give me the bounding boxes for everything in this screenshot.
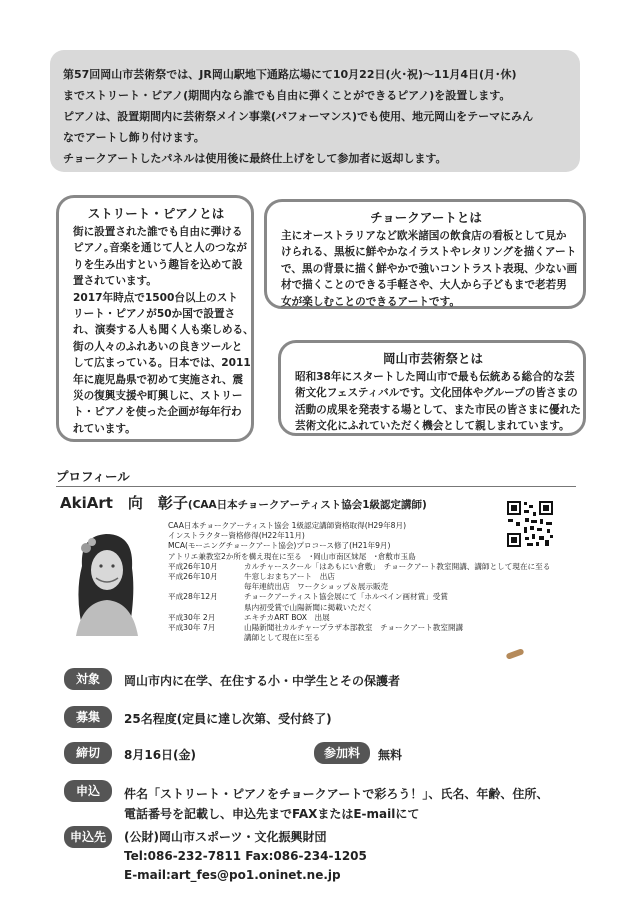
history-text: 牛窓しおまちアート 出店 bbox=[244, 572, 335, 582]
deadline-label: 締切 bbox=[64, 742, 112, 764]
street-piano-line: ト・ピアノを使った企画が毎年行わ bbox=[73, 406, 242, 419]
history-text: インストラクター資格修得(H22年11月) bbox=[168, 531, 305, 541]
festival-title: 岡山市芸術祭とは bbox=[382, 351, 483, 366]
street-piano-line: 2017年時点で1500台以上のスト bbox=[73, 291, 238, 304]
street-piano-line: 災の復興支援や町興しに、ストリー bbox=[73, 390, 243, 403]
history-text: エキチカART BOX 出展 bbox=[244, 612, 330, 622]
history-row bbox=[168, 541, 550, 551]
history-row bbox=[168, 623, 550, 633]
history-date bbox=[168, 582, 244, 592]
chalk-art-line: で、黒の背景に描く鮮やかで強いコントラスト表現、少ない画 bbox=[281, 262, 578, 275]
festival-line: 術文化フェスティバルです。文化団体やグループの皆さまの bbox=[295, 387, 578, 400]
street-piano-line: して広まっている。日本では、2011 bbox=[73, 357, 251, 370]
history-text: アトリエ兼教室2か所を構え現在に至る ･岡山市南区妹尾 ･倉敷市玉島 bbox=[168, 551, 416, 561]
street-piano-title: ストリート・ピアノとは bbox=[87, 206, 225, 221]
history-date: 平成28年12月 bbox=[168, 592, 218, 602]
history-date: 平成26年10月 bbox=[168, 572, 218, 582]
street-piano-body bbox=[73, 224, 254, 437]
apply-text bbox=[124, 784, 548, 824]
destination-email: E-mail:art_fes@po1.oninet.ne.jp bbox=[124, 868, 341, 882]
chalk-art-title: チョークアートとは bbox=[370, 210, 482, 225]
chalk-art-line: けられる、黒板に鮮やかなイラストやレタリングを描くアート bbox=[281, 246, 577, 259]
profile-label: プロフィール bbox=[56, 469, 130, 484]
destination-tel: Tel:086-232-7811 Fax:086-234-1205 bbox=[124, 849, 367, 863]
chalk-art-line: 女が楽しむことのできるアートです。 bbox=[281, 295, 460, 308]
history-text: 県内初受賞で山陽新聞に掲載いただく bbox=[244, 602, 374, 612]
pencil-icon bbox=[506, 648, 525, 660]
history-row bbox=[168, 633, 550, 643]
history-row bbox=[168, 562, 550, 572]
history-text: 講師として現在に至る bbox=[244, 633, 320, 643]
destination-text bbox=[124, 828, 367, 885]
history-text: 山陽新聞社カルチャープラザ本部教室 チョークアート教室開講 bbox=[244, 623, 464, 633]
street-piano-line: ピアノ｡音楽を通じて人と人のつなが bbox=[73, 242, 247, 255]
street-piano-line: 街に設置された誰でも自由に弾ける bbox=[73, 226, 243, 238]
street-piano-line: れ、演奏する人も聞く人も楽しめる、 bbox=[73, 324, 254, 337]
profile-divider bbox=[56, 486, 576, 487]
target-label: 対象 bbox=[64, 668, 112, 690]
street-piano-line: リート・ピアノが50か国で設置さ bbox=[73, 308, 236, 321]
history-date bbox=[168, 603, 244, 613]
destination-org: (公財)岡山市スポーツ・文化振興財団 bbox=[124, 830, 327, 844]
street-piano-line: 街の人々のふれあいの良きツールと bbox=[73, 340, 243, 353]
chalk-art-line: 材で描くことのできる手軽さや、大人から子どもまで老若男 bbox=[281, 279, 567, 292]
history-row bbox=[168, 603, 550, 613]
profile-affiliation: (CAA日本チョークアーティスト協会1級認定講師) bbox=[187, 499, 427, 511]
festival-body bbox=[295, 369, 581, 435]
street-piano-line: りを生み出すという趣旨を込めて設 bbox=[73, 258, 243, 271]
history-text: CAA日本チョークアーティスト協会 1級認定講師資格取得(H29年8月) bbox=[168, 521, 407, 530]
street-piano-line: れています。 bbox=[73, 422, 136, 435]
history-row bbox=[168, 582, 550, 592]
street-piano-line: 年に鹿児島県で初めて実施され、震 bbox=[73, 373, 244, 386]
profile-photo bbox=[62, 526, 150, 636]
intro-box bbox=[50, 50, 580, 172]
history-date: 平成30年 7月 bbox=[168, 623, 216, 633]
festival-line: 昭和38年にスタートした岡山市で最も伝統ある総合的な芸 bbox=[295, 371, 575, 383]
history-row bbox=[168, 572, 550, 582]
street-piano-line: 置されています。 bbox=[73, 275, 157, 288]
destination-label: 申込先 bbox=[64, 826, 112, 848]
chalk-art-body bbox=[281, 228, 578, 310]
history-row bbox=[168, 531, 550, 541]
apply-line: 件名「ストリート・ピアノをチョークアートで彩ろう！」、氏名、年齢、住所、 bbox=[124, 787, 549, 801]
history-row bbox=[168, 592, 550, 602]
history-date: 平成30年 2月 bbox=[168, 612, 216, 622]
intro-line: ピアノは、設置期間内に芸術祭メイン事業(パフォーマンス)でも使用、地元岡山をテーマにみん bbox=[63, 110, 534, 123]
recruit-label: 募集 bbox=[64, 706, 112, 728]
festival-line: 活動の成果を発表する場として、また市民の皆さまに優れた bbox=[295, 403, 581, 416]
history-row bbox=[168, 521, 550, 531]
apply-label: 申込 bbox=[64, 780, 112, 802]
fee-label: 参加料 bbox=[314, 742, 370, 764]
intro-line: までストリート・ピアノ(期間内なら誰でも自由に弾くことができるピアノ)を設置します。 bbox=[63, 89, 511, 102]
history-date: 平成26年10月 bbox=[168, 561, 218, 571]
apply-line: 電話番号を記載し、申込先までFAXまたはE-mailにて bbox=[124, 807, 420, 821]
deadline-text: 8月16日(金) bbox=[124, 748, 197, 762]
intro-line: 第57回岡山市芸術祭では、JR岡山駅地下通路広場にて10月22日(火･祝)〜11月4日(月･休) bbox=[63, 68, 517, 81]
history-date bbox=[168, 633, 244, 643]
history-row bbox=[168, 552, 550, 562]
history-text: チョークアーティスト協会展にて「ホルベイン画材賞」受賞 bbox=[244, 592, 448, 602]
history-row bbox=[168, 613, 550, 623]
festival-box bbox=[278, 340, 586, 436]
profile-name-line bbox=[60, 492, 427, 513]
chalk-art-line: 主にオーストラリアなど欧米諸国の飲食店の看板として見か bbox=[281, 230, 567, 242]
history-text: 毎年連続出店 ワークショップ＆展示販売 bbox=[244, 582, 389, 592]
history-text: MCA(モーニングチョークアート協会)プロコース修了(H21年9月) bbox=[168, 541, 391, 551]
intro-line: なでアートし飾り付けます。 bbox=[63, 131, 205, 144]
chalk-art-box bbox=[264, 199, 586, 309]
target-text: 岡山市内に在学、在住する小・中学生とその保護者 bbox=[124, 674, 401, 688]
history-text: カルチャースクール「はあもにい倉敷」 チョークアート教室開講、講師として現在に至る bbox=[244, 561, 551, 571]
fee-text: 無料 bbox=[378, 748, 403, 762]
street-piano-box bbox=[56, 195, 254, 442]
profile-name: AkiArt 向 彰子 bbox=[60, 494, 188, 512]
recruit-text: 25名程度(定員に達し次第、受付終了) bbox=[124, 712, 332, 726]
festival-line: 芸術文化にふれていただく機会として親しまれています。 bbox=[295, 420, 570, 433]
profile-history bbox=[168, 521, 550, 643]
intro-line: チョークアートしたパネルは使用後に最終仕上げをして参加者に返却します。 bbox=[63, 152, 447, 165]
